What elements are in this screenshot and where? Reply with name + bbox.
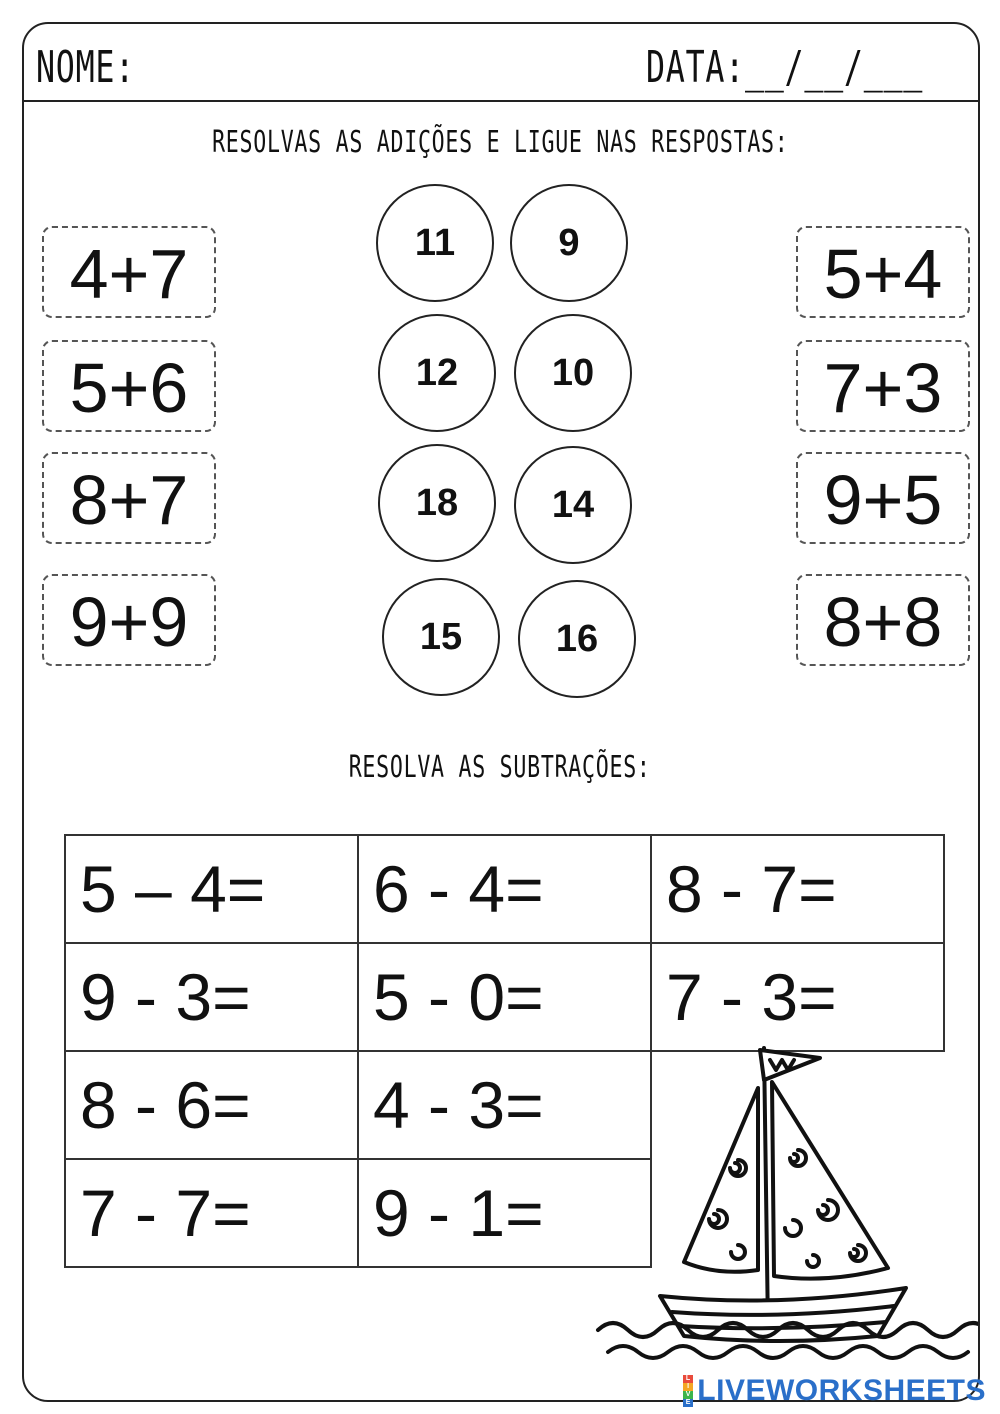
subtraction-cell[interactable]: 7 - 7= [65,1159,358,1267]
answer-circle[interactable]: 15 [382,578,500,696]
header-divider [22,100,980,102]
answer-circle[interactable]: 9 [510,184,628,302]
subtraction-cell[interactable]: 8 - 7= [651,835,944,943]
subtraction-cell[interactable]: 9 - 1= [358,1159,651,1267]
addition-card[interactable]: 4+7 [42,226,216,318]
date-label: DATA:__/__/___ [646,42,924,93]
addition-card[interactable]: 5+4 [796,226,970,318]
name-label: NOME: [36,42,135,93]
addition-card[interactable]: 9+5 [796,452,970,544]
subtraction-cell[interactable]: 4 - 3= [358,1051,651,1159]
answer-circle[interactable]: 16 [518,580,636,698]
subtraction-cell[interactable]: 5 – 4= [65,835,358,943]
watermark-text: LIVEWORKSHEETS [697,1374,986,1407]
subtraction-cell[interactable]: 6 - 4= [358,835,651,943]
answer-circle[interactable]: 12 [378,314,496,432]
liveworksheets-logo-icon: L I V E [683,1375,693,1407]
addition-card[interactable]: 9+9 [42,574,216,666]
subtraction-cell[interactable]: 9 - 3= [65,943,358,1051]
subtraction-instruction: RESOLVA AS SUBTRAÇÕES: [349,750,651,785]
addition-card[interactable]: 5+6 [42,340,216,432]
answer-circle[interactable]: 18 [378,444,496,562]
answer-circle[interactable]: 11 [376,184,494,302]
subtraction-cell[interactable]: 7 - 3= [651,943,944,1051]
addition-card[interactable]: 8+8 [796,574,970,666]
addition-card[interactable]: 8+7 [42,452,216,544]
subtraction-cell[interactable]: 5 - 0= [358,943,651,1051]
addition-instruction: RESOLVAS AS ADIÇÕES E LIGUE NAS RESPOSTAS: [211,125,789,160]
sailboat-icon [588,1040,978,1370]
addition-card[interactable]: 7+3 [796,340,970,432]
subtraction-cell[interactable]: 8 - 6= [65,1051,358,1159]
table-row [65,943,944,1051]
answer-circle[interactable]: 10 [514,314,632,432]
table-row [65,835,944,943]
answer-circle[interactable]: 14 [514,446,632,564]
liveworksheets-watermark[interactable] [683,1374,986,1408]
